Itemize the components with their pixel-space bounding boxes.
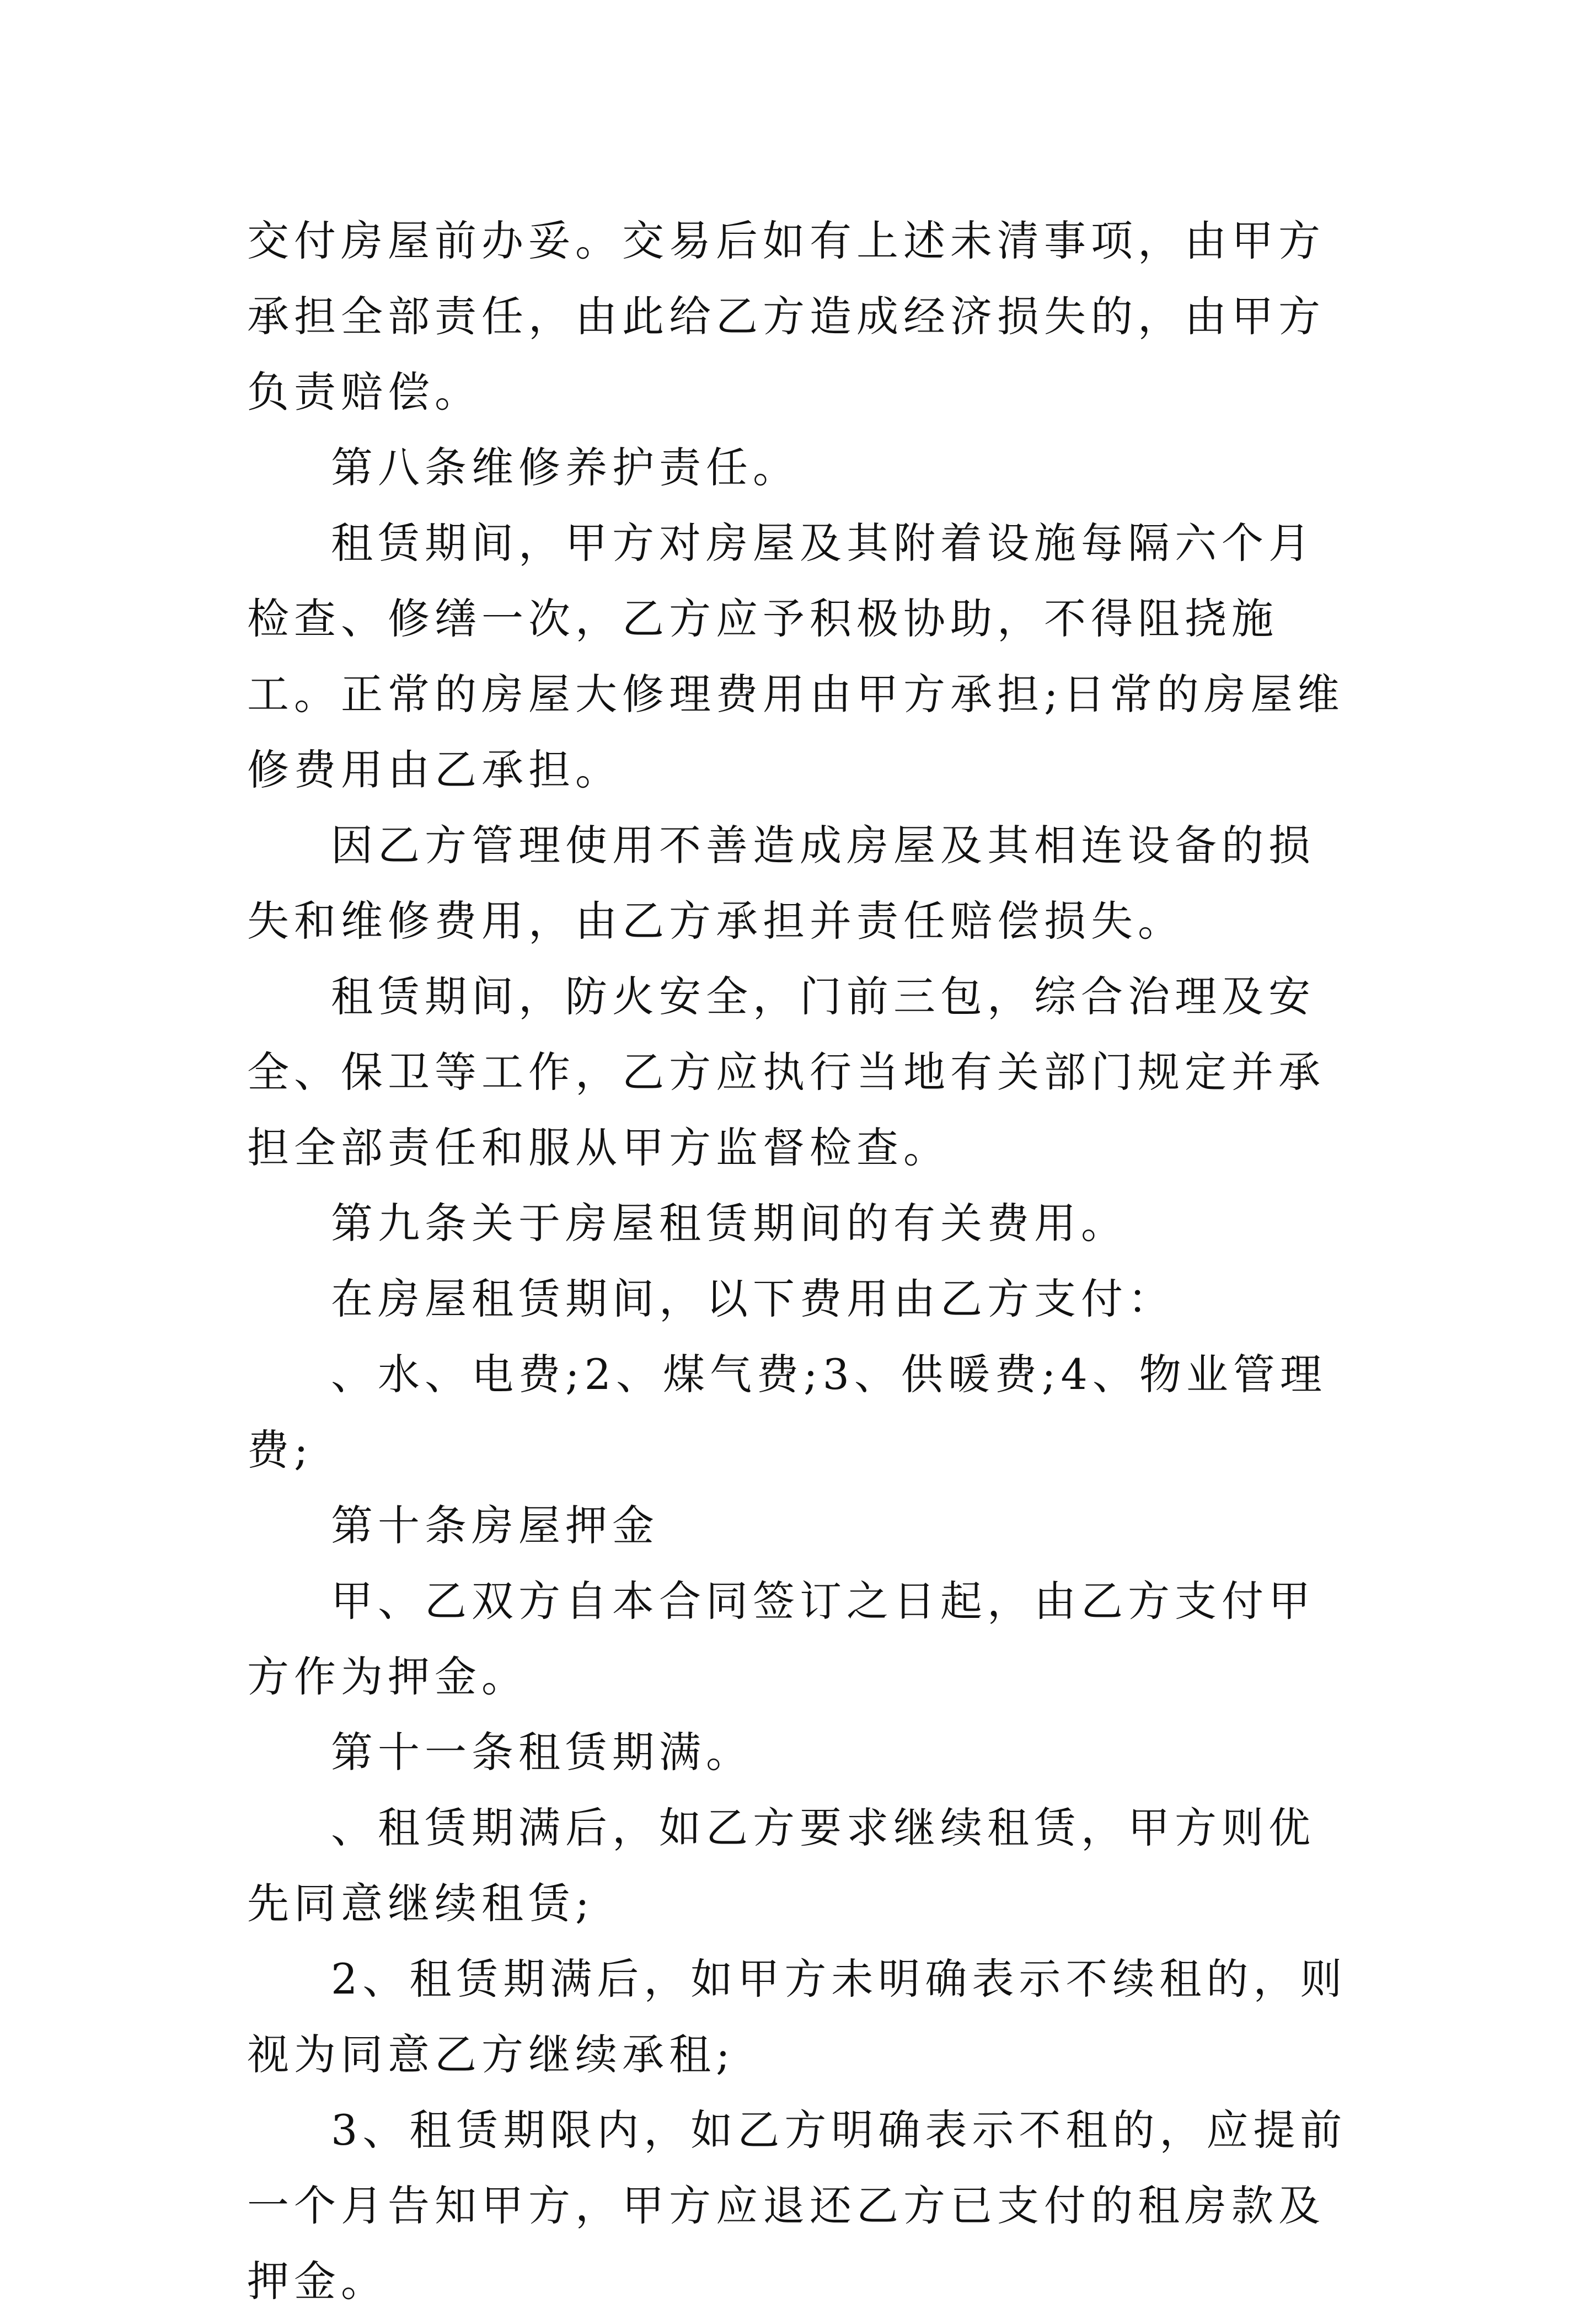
article-10-heading: 第十条房屋押金: [331, 1501, 659, 1550]
paragraph-continuation: 交付房屋前办妥。交易后如有上述未清事项，由甲方承担全部责任，由此给乙方造成经济损失的，由甲方负责赔偿。: [247, 216, 1325, 416]
paragraph-damage-liability: 因乙方管理使用不善造成房屋及其相连设备的损失和维修费用，由乙方承担并责任赔偿损失。: [247, 821, 1315, 945]
article-9-heading: 第九条关于房屋租赁期间的有关费用。: [331, 1199, 1128, 1248]
document-body: [247, 203, 1361, 2319]
paragraph-deposit: 甲、乙双方自本合同签订之日起，由乙方支付甲方作为押金。: [247, 1577, 1315, 1701]
paragraph-inspection: 租赁期间，甲方对房屋及其附着设施每隔六个月检查、修缮一次，乙方应予积极协助，不得阻挠施工。正常的房屋大修理费用由甲方承担;日常的房屋维修费用由乙承担。: [247, 519, 1345, 794]
paragraph-renewal-2: 2、租赁期满后，如甲方未明确表示不续租的，则视为同意乙方继续承租;: [247, 1954, 1347, 2079]
paragraph-fees-list: 、水、电费;2、煤气费;3、供暖费;4、物业管理费;: [247, 1350, 1327, 1474]
article-11-heading: 第十一条租赁期满。: [331, 1728, 753, 1777]
paragraph-safety: 租赁期间，防火安全，门前三包，综合治理及安全、保卫等工作，乙方应执行当地有关部门规定并承担全部责任和服从甲方监督检查。: [247, 972, 1325, 1172]
paragraph-renewal-1: 、租赁期满后，如乙方要求继续租赁，甲方则优先同意继续租赁;: [247, 1803, 1315, 1928]
paragraph-fees-intro: 在房屋租赁期间，以下费用由乙方支付：: [331, 1274, 1175, 1323]
article-8-heading: 第八条维修养护责任。: [331, 443, 800, 492]
paragraph-renewal-3: 3、租赁期限内，如乙方明确表示不租的，应提前一个月告知甲方，甲方应退还乙方已支付的租房款及押金。: [247, 2106, 1347, 2306]
